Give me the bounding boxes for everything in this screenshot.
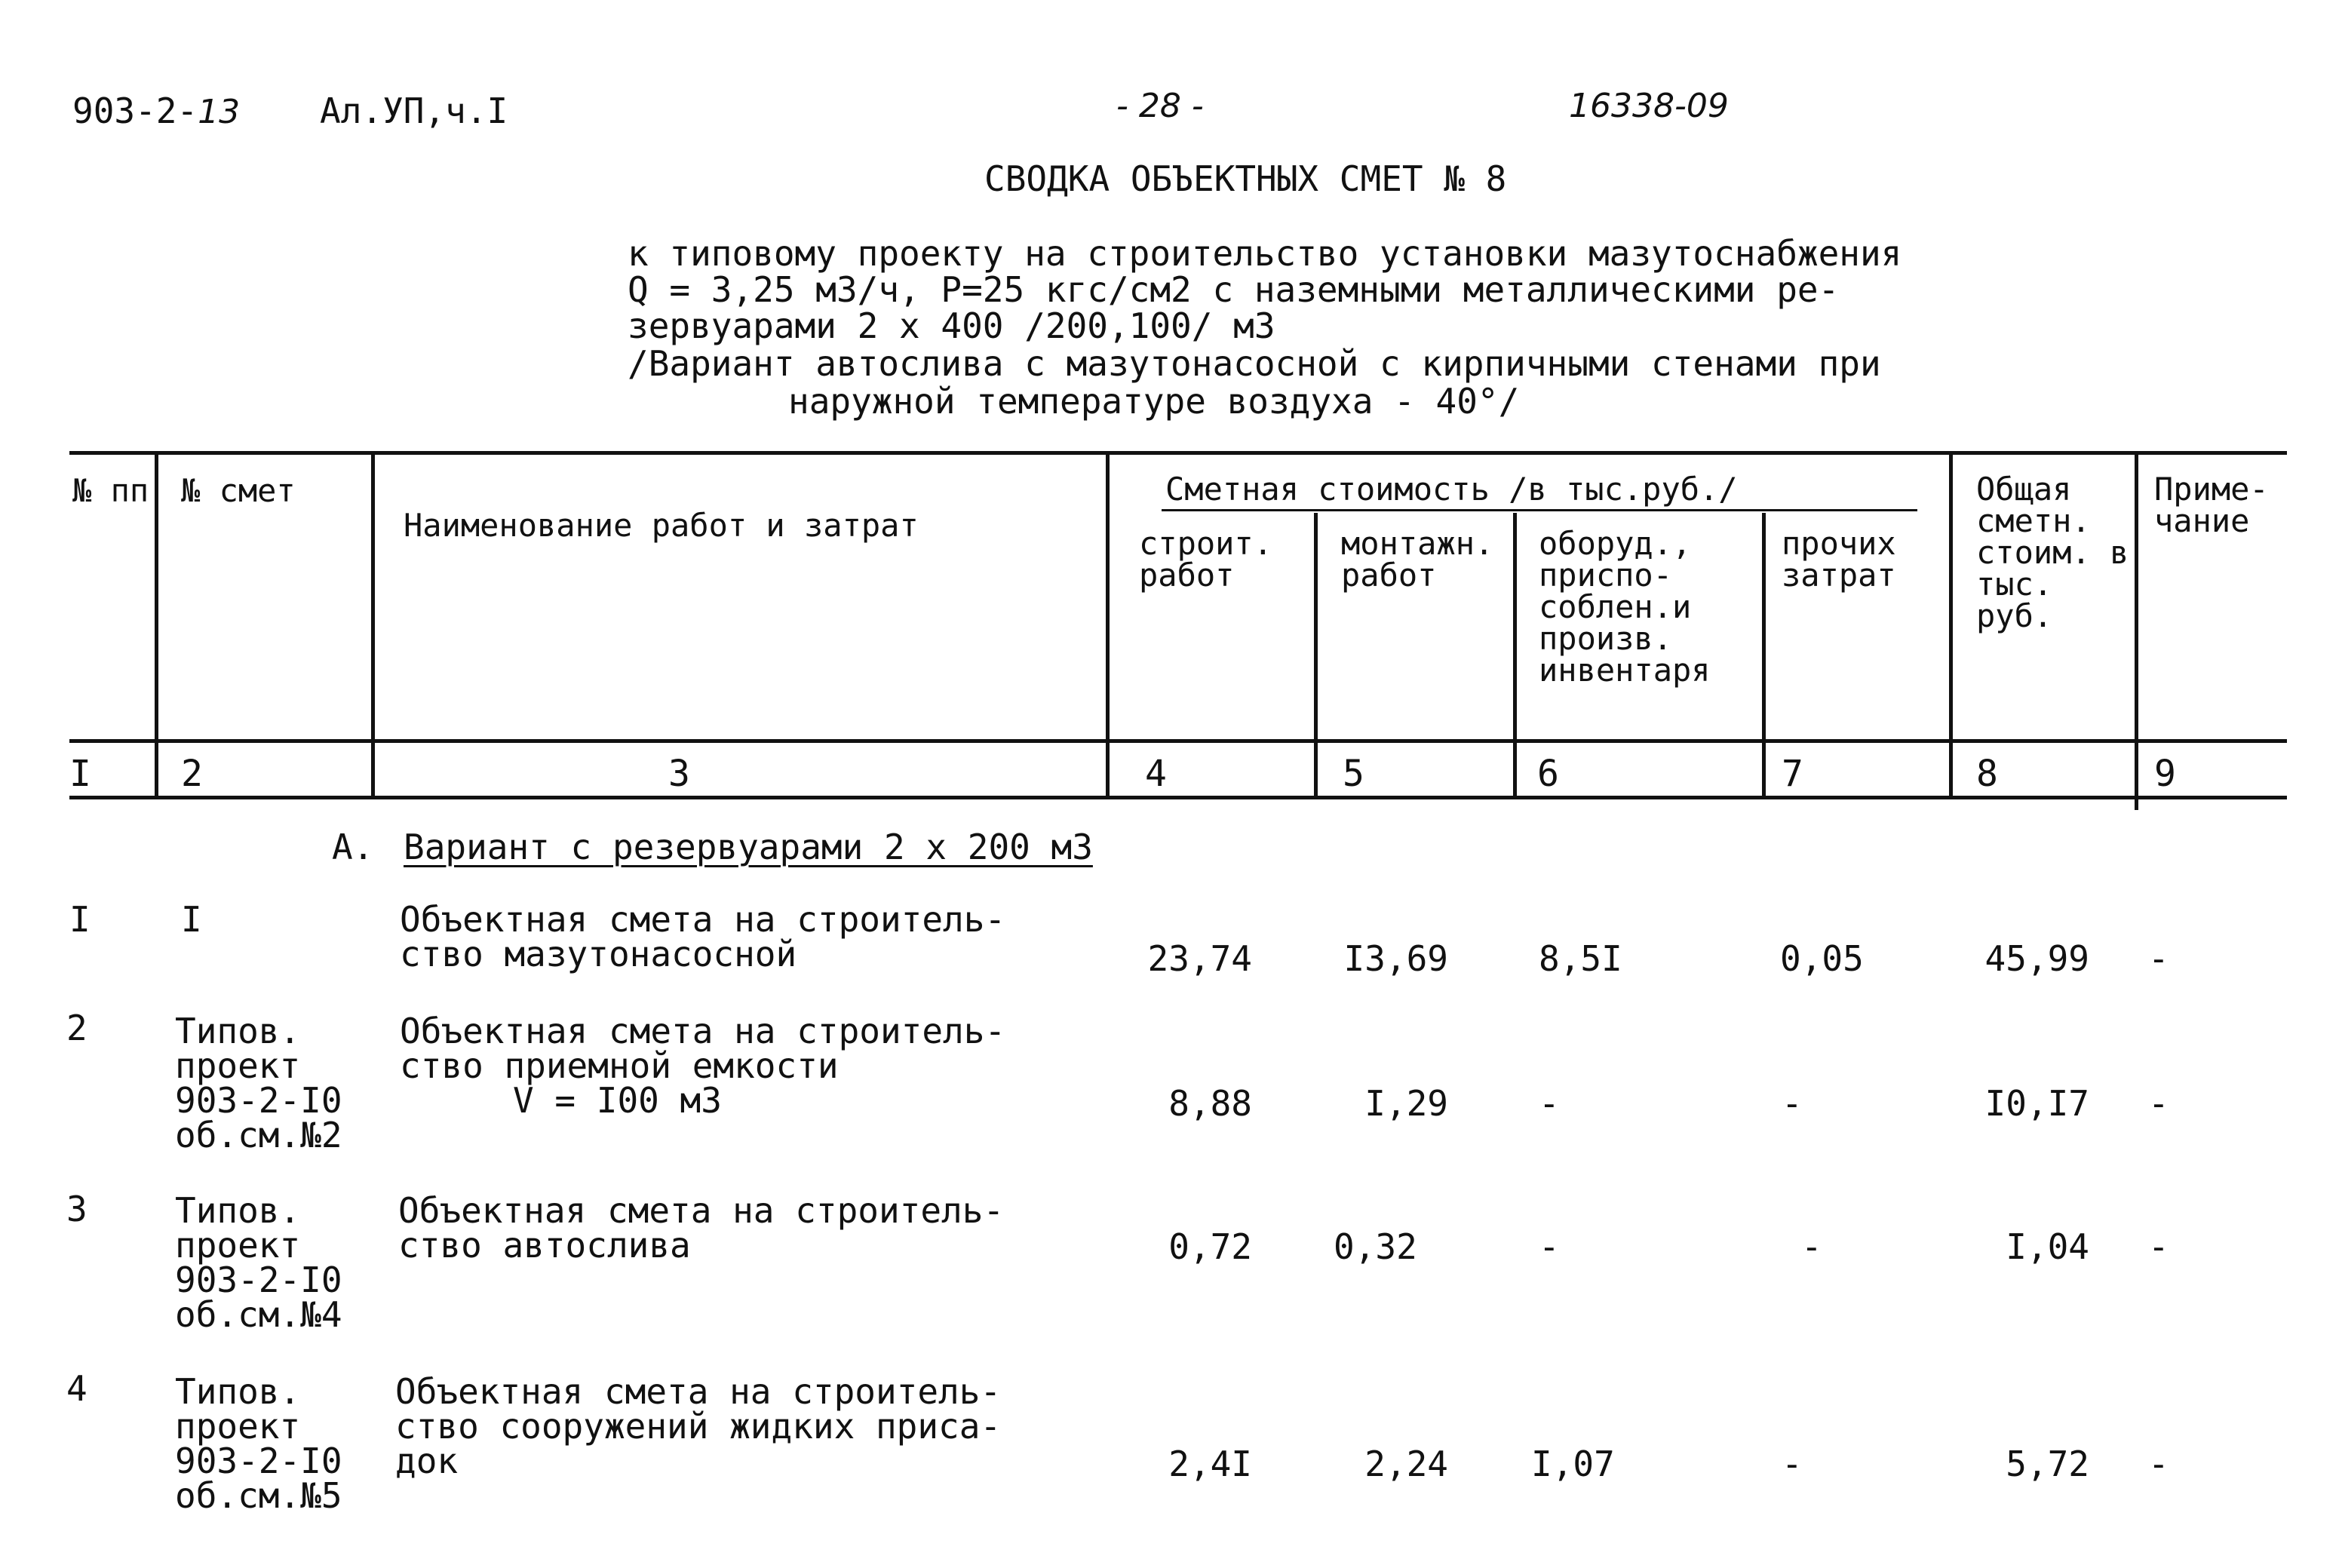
album-reference: Ал.УП,ч.I (320, 91, 508, 131)
row-3-installation: 0,32 (1334, 1226, 1417, 1267)
row-1-total: 45,99 (1984, 938, 2089, 979)
row-3-estimate-line-1: Типов. (175, 1190, 301, 1231)
row-3-construction: 0,72 (1168, 1226, 1252, 1267)
row-4-installation: 2,24 (1364, 1444, 1448, 1484)
column-number-9: 9 (2154, 753, 2176, 795)
column-divider-1 (155, 451, 158, 799)
document-code-handwritten: 13 (198, 93, 241, 131)
row-3-name-line-2: ство автослива (398, 1225, 691, 1266)
row-1-name-line-2: ство мазутонасосной (400, 934, 797, 974)
row-3-number: 3 (66, 1189, 87, 1229)
section-label: А. (332, 827, 374, 867)
column-divider-8 (2135, 451, 2138, 810)
table-top-rule (69, 451, 2287, 455)
inventory-number: 16338-09 (1569, 87, 1729, 125)
row-3-estimate-line-4: об.см.№4 (175, 1294, 342, 1335)
header-row-number: № пп (72, 472, 149, 509)
header-total-cost: Общая сметн. стоим. в тыс. руб. (1976, 471, 2129, 634)
row-4-name-line-3: док (395, 1441, 459, 1481)
column-number-6: 6 (1537, 753, 1559, 795)
row-4-total: 5,72 (2006, 1444, 2089, 1484)
column-divider-5 (1513, 513, 1517, 799)
column-divider-3 (1106, 451, 1110, 799)
row-3-estimate-line-3: 903-2-I0 (175, 1260, 342, 1300)
subtitle-line-3: зервуарами 2 х 400 /200,100/ м3 (628, 305, 1275, 346)
header-bottom-rule (69, 739, 2287, 743)
row-2-estimate-line-2: проект (175, 1045, 301, 1086)
row-2-number: 2 (66, 1008, 87, 1048)
row-4-number: 4 (66, 1368, 87, 1409)
row-1-note: - (2148, 938, 2169, 979)
subtitle-line-4: /Вариант автослива с мазутонасосной с кирпичными стенами при (628, 343, 1881, 384)
row-2-equipment: - (1539, 1083, 1560, 1124)
row-4-name-line-1: Объектная смета на строитель- (395, 1371, 1002, 1412)
column-number-2: 2 (181, 753, 203, 795)
row-3-note: - (2148, 1226, 2169, 1267)
document-code-printed: 903-2- (72, 91, 198, 131)
row-3-equipment: - (1539, 1226, 1560, 1267)
page-title: СВОДКА ОБЪЕКТНЫХ СМЕТ № 8 (984, 158, 1507, 199)
row-4-note: - (2148, 1444, 2169, 1484)
column-number-5: 5 (1343, 753, 1364, 795)
column-number-4: 4 (1145, 753, 1167, 795)
group-header-rule (1162, 509, 1917, 511)
document-code (72, 92, 240, 131)
row-2-estimate-line-1: Типов. (175, 1011, 301, 1051)
row-1-equipment: 8,5I (1539, 938, 1622, 979)
row-2-installation: I,29 (1364, 1083, 1448, 1124)
column-divider-7 (1949, 451, 1953, 799)
header-construction-works: строит. работ (1139, 525, 1273, 594)
row-4-estimate-line-4: об.см.№5 (175, 1475, 342, 1516)
subtitle-line-5: наружной температуре воздуха - 40°/ (788, 381, 1520, 422)
row-2-name-line-1: Объектная смета на строитель- (400, 1011, 1006, 1051)
subtitle-line-1: к типовому проекту на строительство установки мазутоснабжения (628, 233, 1902, 274)
header-note: Приме- чание (2154, 471, 2269, 539)
column-number-8: 8 (1976, 753, 1998, 795)
row-4-equipment: I,07 (1531, 1444, 1615, 1484)
column-number-7: 7 (1782, 753, 1803, 795)
row-1-installation: I3,69 (1343, 938, 1448, 979)
row-1-name-line-1: Объектная смета на строитель- (400, 899, 1006, 940)
subtitle-line-2: Q = 3,25 м3/ч, Р=25 кгс/см2 с наземными металлическими ре- (628, 269, 1840, 310)
row-2-name-line-3: V = I00 м3 (513, 1080, 722, 1121)
row-2-construction: 8,88 (1168, 1083, 1252, 1124)
header-installation-works: монтажн. работ (1341, 525, 1494, 594)
row-2-estimate-line-4: об.см.№2 (175, 1115, 342, 1155)
row-1-construction: 23,74 (1147, 938, 1252, 979)
column-number-rule (69, 796, 2287, 799)
page-number: - 28 - (1116, 87, 1204, 125)
row-2-name-line-2: ство приемной емкости (400, 1045, 839, 1086)
row-4-estimate-line-1: Типов. (175, 1371, 301, 1412)
row-3-estimate-line-2: проект (175, 1225, 301, 1266)
row-1-estimate: I (181, 899, 202, 940)
row-3-name-line-1: Объектная смета на строитель- (398, 1190, 1005, 1231)
header-equipment: оборуд., приспо- соблен.и произв. инвентаря (1539, 525, 1711, 689)
row-2-total: I0,I7 (1984, 1083, 2089, 1124)
row-4-estimate-line-2: проект (175, 1406, 301, 1447)
row-1-other: 0,05 (1780, 938, 1864, 979)
row-2-other: - (1782, 1083, 1803, 1124)
header-works-name: Наименование работ и затрат (404, 507, 919, 544)
column-divider-6 (1762, 513, 1766, 799)
row-3-other: - (1801, 1226, 1822, 1267)
header-other-costs: прочих затрат (1782, 525, 1896, 594)
column-number-1: I (69, 753, 91, 795)
column-divider-2 (371, 451, 375, 799)
column-divider-4 (1314, 513, 1318, 799)
row-1-number: I (69, 899, 91, 940)
header-estimate-number: № смет (181, 472, 296, 509)
row-3-total: I,04 (2006, 1226, 2089, 1267)
row-4-name-line-2: ство сооружений жидких приса- (395, 1406, 1002, 1447)
header-cost-group: Сметная стоимость /в тыс.руб./ (1165, 471, 1738, 508)
row-2-estimate-line-3: 903-2-I0 (175, 1080, 342, 1121)
section-title: Вариант с резервуарами 2 х 200 м3 (404, 827, 1093, 867)
row-2-note: - (2148, 1083, 2169, 1124)
row-4-construction: 2,4I (1168, 1444, 1252, 1484)
column-number-3: 3 (668, 753, 690, 795)
row-4-other: - (1782, 1444, 1803, 1484)
row-4-estimate-line-3: 903-2-I0 (175, 1441, 342, 1481)
